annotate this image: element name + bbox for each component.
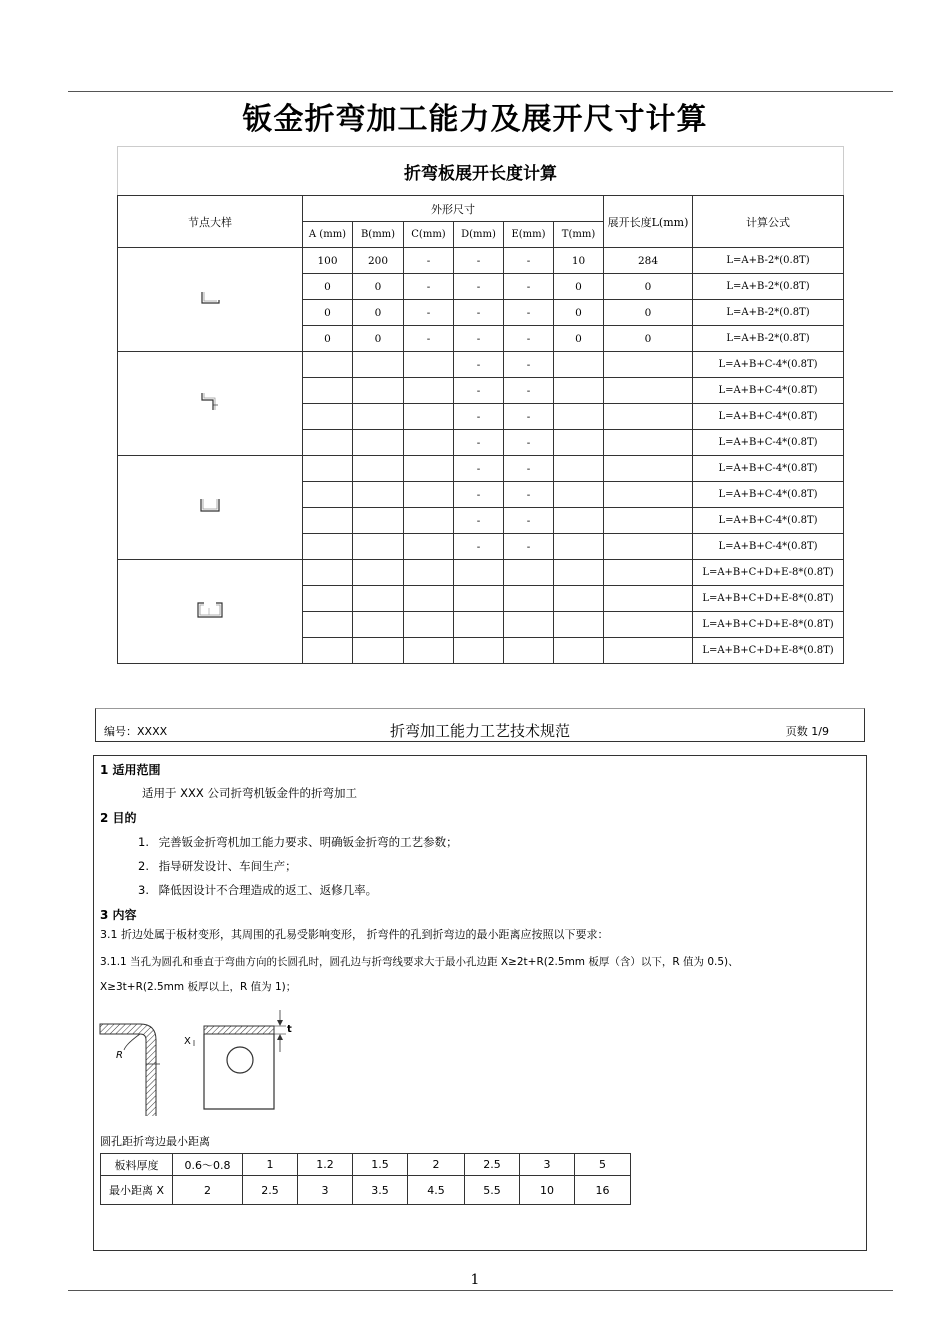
calc-formula-cell: L=A+B+C-4*(0.8T)	[693, 404, 844, 430]
section-3-heading: 3 内容	[100, 908, 137, 922]
purpose-item-text: 降低因设计不合理造成的返工、返修几率。	[158, 883, 378, 897]
calc-cell-t[interactable]	[554, 638, 604, 664]
hole-distance-value-row	[101, 1176, 631, 1205]
purpose-item-number: 1.	[138, 835, 149, 849]
return-flange-u-profile-icon	[195, 611, 225, 623]
calc-formula-cell: L=A+B-2*(0.8T)	[693, 274, 844, 300]
calc-cell-e[interactable]: -	[504, 430, 554, 456]
calc-cell-b[interactable]: 0	[353, 274, 404, 300]
calc-cell-a[interactable]	[303, 456, 353, 482]
header-formula: 计算公式	[693, 196, 844, 248]
calc-formula-cell: L=A+B+C+D+E-8*(0.8T)	[693, 612, 844, 638]
table-cell: 2	[408, 1154, 465, 1176]
calc-cell-a[interactable]	[303, 612, 353, 638]
calc-cell-d[interactable]: -	[454, 326, 504, 352]
table-cell: 1	[243, 1154, 298, 1176]
calc-cell-d[interactable]: -	[454, 352, 504, 378]
calc-cell-e[interactable]: -	[504, 482, 554, 508]
calc-cell-d[interactable]: -	[454, 482, 504, 508]
table-cell: 3.5	[353, 1176, 408, 1205]
purpose-item	[138, 858, 297, 874]
node-detail-cell	[118, 248, 303, 352]
section-1-heading: 1 适用范围	[100, 763, 161, 777]
purpose-item-number: 2.	[138, 859, 149, 873]
calc-cell-e[interactable]: -	[504, 300, 554, 326]
calc-cell-t[interactable]	[554, 586, 604, 612]
calc-cell-b[interactable]	[353, 456, 404, 482]
calc-cell-e[interactable]: -	[504, 508, 554, 534]
calc-cell-b[interactable]	[353, 612, 404, 638]
calc-cell-d[interactable]: -	[454, 248, 504, 274]
calc-cell-c[interactable]: -	[404, 326, 454, 352]
calc-cell-t[interactable]	[554, 430, 604, 456]
purpose-item-text: 指导研发设计、车间生产；	[158, 859, 297, 873]
calc-cell-a[interactable]	[303, 430, 353, 456]
calc-cell-t[interactable]	[554, 560, 604, 586]
table-cell: 2.5	[243, 1176, 298, 1205]
calc-cell-c[interactable]	[404, 404, 454, 430]
calc-cell-t[interactable]	[554, 456, 604, 482]
section-2-heading: 2 目的	[100, 811, 137, 825]
table-cell: 最小距离 X	[101, 1176, 173, 1205]
calc-cell-a[interactable]: 0	[303, 300, 353, 326]
calc-cell-l[interactable]	[604, 456, 693, 482]
calc-cell-l[interactable]	[604, 352, 693, 378]
calc-formula-cell: L=A+B+C-4*(0.8T)	[693, 456, 844, 482]
calc-cell-l[interactable]	[604, 586, 693, 612]
header-col-d: D(mm)	[454, 222, 504, 248]
header-col-a: A (mm)	[303, 222, 353, 248]
table-cell: 16	[575, 1176, 631, 1205]
calc-formula-cell: L=A+B+C+D+E-8*(0.8T)	[693, 560, 844, 586]
calc-cell-c[interactable]	[404, 638, 454, 664]
hole-distance-table-caption: 圆孔距折弯边最小距离	[100, 1135, 210, 1148]
calc-formula-cell: L=A+B-2*(0.8T)	[693, 300, 844, 326]
calc-cell-b[interactable]	[353, 430, 404, 456]
calc-cell-e[interactable]: -	[504, 534, 554, 560]
purpose-item	[138, 834, 458, 850]
calc-formula-cell: L=A+B+C-4*(0.8T)	[693, 430, 844, 456]
calc-cell-b[interactable]	[353, 508, 404, 534]
calc-cell-e[interactable]	[504, 560, 554, 586]
calc-formula-cell: L=A+B+C-4*(0.8T)	[693, 482, 844, 508]
node-detail-cell	[118, 352, 303, 456]
calc-cell-a[interactable]	[303, 508, 353, 534]
calc-cell-e[interactable]: -	[504, 404, 554, 430]
radius-label: R	[116, 1050, 123, 1061]
purpose-item	[138, 882, 377, 898]
calc-cell-a[interactable]	[303, 378, 353, 404]
calc-cell-l[interactable]	[604, 430, 693, 456]
calc-cell-a[interactable]	[303, 482, 353, 508]
spec-page-count: 页数 1/9	[785, 725, 829, 738]
calc-cell-d[interactable]: -	[454, 274, 504, 300]
calc-cell-l[interactable]: 0	[604, 274, 693, 300]
calc-cell-b[interactable]: 200	[353, 248, 404, 274]
calc-cell-l[interactable]	[604, 638, 693, 664]
calc-cell-t[interactable]: 0	[554, 326, 604, 352]
calc-cell-c[interactable]	[404, 508, 454, 534]
calc-formula-cell: L=A+B+C-4*(0.8T)	[693, 378, 844, 404]
bend-hole-distance-diagram	[98, 1006, 308, 1116]
calc-formula-cell: L=A+B-2*(0.8T)	[693, 248, 844, 274]
calc-cell-t[interactable]: 0	[554, 274, 604, 300]
table-cell: 1.5	[353, 1154, 408, 1176]
calc-cell-e[interactable]	[504, 638, 554, 664]
node-detail-cell	[118, 560, 303, 664]
calc-cell-t[interactable]	[554, 482, 604, 508]
table-cell: 1.2	[298, 1154, 353, 1176]
calc-cell-e[interactable]	[504, 586, 554, 612]
z-bend-profile-icon	[199, 403, 221, 415]
x-distance-label: X	[184, 1036, 191, 1047]
paragraph-3-1-1-line-1: 3.1.1 当孔为圆孔和垂直于弯曲方向的长圆孔时，圆孔边与折弯线要求大于最小孔边距 X≥2t+R(2.5mm 板厚（含）以下，R 值为 0.5)、	[100, 956, 739, 968]
bend-length-calc-table	[117, 146, 844, 664]
calc-cell-d[interactable]	[454, 560, 504, 586]
calc-cell-b[interactable]	[353, 534, 404, 560]
calc-cell-c[interactable]	[404, 482, 454, 508]
calc-cell-t[interactable]: 0	[554, 300, 604, 326]
u-bend-profile-icon	[198, 505, 222, 517]
calc-formula-cell: L=A+B+C-4*(0.8T)	[693, 508, 844, 534]
calc-formula-cell: L=A+B-2*(0.8T)	[693, 326, 844, 352]
calc-cell-l[interactable]: 0	[604, 326, 693, 352]
calc-cell-b[interactable]	[353, 638, 404, 664]
hole-distance-header-row	[101, 1154, 631, 1176]
calc-cell-e[interactable]: -	[504, 456, 554, 482]
table-cell: 10	[520, 1176, 575, 1205]
calc-cell-d[interactable]	[454, 638, 504, 664]
calc-cell-t[interactable]	[554, 612, 604, 638]
calc-cell-c[interactable]: -	[404, 248, 454, 274]
header-col-t: T(mm)	[554, 222, 604, 248]
calc-cell-e[interactable]: -	[504, 352, 554, 378]
calc-cell-l[interactable]: 0	[604, 300, 693, 326]
hole-distance-table	[100, 1153, 631, 1205]
calc-row	[118, 560, 844, 586]
calc-cell-b[interactable]	[353, 404, 404, 430]
purpose-item-text: 完善钣金折弯机加工能力要求、明确钣金折弯的工艺参数；	[158, 835, 458, 849]
section-1-text: 适用于 XXX 公司折弯机钣金件的折弯加工	[142, 786, 357, 800]
table-cell: 5.5	[465, 1176, 520, 1205]
calc-cell-a[interactable]	[303, 638, 353, 664]
calc-formula-cell: L=A+B+C-4*(0.8T)	[693, 534, 844, 560]
calc-cell-e[interactable]: -	[504, 378, 554, 404]
calc-cell-c[interactable]	[404, 456, 454, 482]
calc-cell-l[interactable]	[604, 404, 693, 430]
calc-cell-e[interactable]: -	[504, 248, 554, 274]
table-cell: 板料厚度	[101, 1154, 173, 1176]
calc-cell-c[interactable]: -	[404, 300, 454, 326]
calc-cell-d[interactable]: -	[454, 534, 504, 560]
calc-cell-l[interactable]	[604, 612, 693, 638]
calc-cell-b[interactable]	[353, 482, 404, 508]
calc-cell-e[interactable]: -	[504, 274, 554, 300]
calc-cell-b[interactable]	[353, 586, 404, 612]
calc-cell-l[interactable]: 284	[604, 248, 693, 274]
header-outer-dimensions: 外形尺寸	[303, 196, 604, 222]
bottom-rule	[68, 1290, 893, 1291]
calc-formula-cell: L=A+B+C+D+E-8*(0.8T)	[693, 638, 844, 664]
table-cell: 4.5	[408, 1176, 465, 1205]
header-col-c: C(mm)	[404, 222, 454, 248]
thickness-label: t	[287, 1024, 292, 1035]
calc-cell-b[interactable]: 0	[353, 300, 404, 326]
calc-cell-l[interactable]	[604, 482, 693, 508]
calc-cell-l[interactable]	[604, 560, 693, 586]
l-bend-profile-icon	[199, 296, 221, 308]
calc-cell-t[interactable]: 10	[554, 248, 604, 274]
table-cell: 2	[173, 1176, 243, 1205]
header-node-detail: 节点大样	[118, 196, 303, 248]
calc-cell-d[interactable]: -	[454, 404, 504, 430]
paragraph-3-1: 3.1 折边处属于板材变形，其周围的孔易受影响变形， 折弯件的孔到折弯边的最小距离应按照以下要求：	[100, 928, 609, 941]
document-title: 钣金折弯加工能力及展开尺寸计算	[242, 102, 708, 137]
calc-cell-a[interactable]	[303, 586, 353, 612]
calc-cell-b[interactable]	[353, 352, 404, 378]
calc-cell-a[interactable]: 0	[303, 274, 353, 300]
calc-cell-b[interactable]	[353, 378, 404, 404]
calc-cell-c[interactable]	[404, 430, 454, 456]
calc-cell-e[interactable]	[504, 612, 554, 638]
calc-cell-t[interactable]	[554, 508, 604, 534]
calc-cell-b[interactable]	[353, 560, 404, 586]
calc-cell-d[interactable]: -	[454, 300, 504, 326]
calc-table-container	[117, 146, 843, 664]
calc-cell-c[interactable]	[404, 560, 454, 586]
calc-cell-a[interactable]	[303, 534, 353, 560]
calc-cell-d[interactable]	[454, 586, 504, 612]
node-detail-cell	[118, 456, 303, 560]
spec-header-bar	[95, 708, 865, 742]
top-rule	[68, 91, 893, 92]
table-cell: 5	[575, 1154, 631, 1176]
calc-cell-c[interactable]	[404, 378, 454, 404]
calc-cell-t[interactable]	[554, 352, 604, 378]
calc-table-caption: 折弯板展开长度计算	[118, 147, 844, 196]
calc-cell-d[interactable]: -	[454, 430, 504, 456]
header-col-b: B(mm)	[353, 222, 404, 248]
spec-title: 折弯加工能力工艺技术规范	[389, 722, 570, 740]
table-cell: 0.6～0.8	[173, 1154, 243, 1176]
calc-row	[118, 248, 844, 274]
calc-cell-b[interactable]: 0	[353, 326, 404, 352]
bent-section-view	[100, 1024, 160, 1116]
calc-cell-d[interactable]: -	[454, 508, 504, 534]
calc-cell-c[interactable]	[404, 534, 454, 560]
flat-plate-view	[184, 1010, 292, 1109]
calc-cell-t[interactable]	[554, 404, 604, 430]
calc-cell-a[interactable]	[303, 404, 353, 430]
paragraph-3-1-1-line-2: X≥3t+R(2.5mm 板厚以上，R 值为 1)；	[100, 981, 297, 993]
calc-cell-d[interactable]	[454, 612, 504, 638]
calc-cell-d[interactable]: -	[454, 456, 504, 482]
calc-cell-l[interactable]	[604, 378, 693, 404]
table-cell: 3	[520, 1154, 575, 1176]
calc-cell-c[interactable]	[404, 586, 454, 612]
calc-cell-a[interactable]: 100	[303, 248, 353, 274]
calc-cell-c[interactable]	[404, 352, 454, 378]
calc-cell-l[interactable]	[604, 508, 693, 534]
calc-cell-l[interactable]	[604, 534, 693, 560]
calc-row	[118, 456, 844, 482]
calc-cell-a[interactable]: 0	[303, 326, 353, 352]
header-unfold-length: 展开长度L(mm)	[604, 196, 693, 248]
calc-cell-t[interactable]	[554, 378, 604, 404]
table-cell: 2.5	[465, 1154, 520, 1176]
header-col-e: E(mm)	[504, 222, 554, 248]
calc-cell-d[interactable]: -	[454, 378, 504, 404]
calc-cell-t[interactable]	[554, 534, 604, 560]
calc-row	[118, 352, 844, 378]
calc-formula-cell: L=A+B+C-4*(0.8T)	[693, 352, 844, 378]
calc-cell-e[interactable]: -	[504, 326, 554, 352]
page-number: 1	[470, 1272, 480, 1288]
calc-formula-cell: L=A+B+C+D+E-8*(0.8T)	[693, 586, 844, 612]
table-cell: 3	[298, 1176, 353, 1205]
calc-cell-a[interactable]	[303, 560, 353, 586]
calc-cell-c[interactable]: -	[404, 274, 454, 300]
calc-cell-a[interactable]	[303, 352, 353, 378]
spec-content-box	[93, 755, 867, 1251]
purpose-item-number: 3.	[138, 883, 149, 897]
calc-cell-c[interactable]	[404, 612, 454, 638]
spec-number: 编号：XXXX	[104, 725, 168, 738]
